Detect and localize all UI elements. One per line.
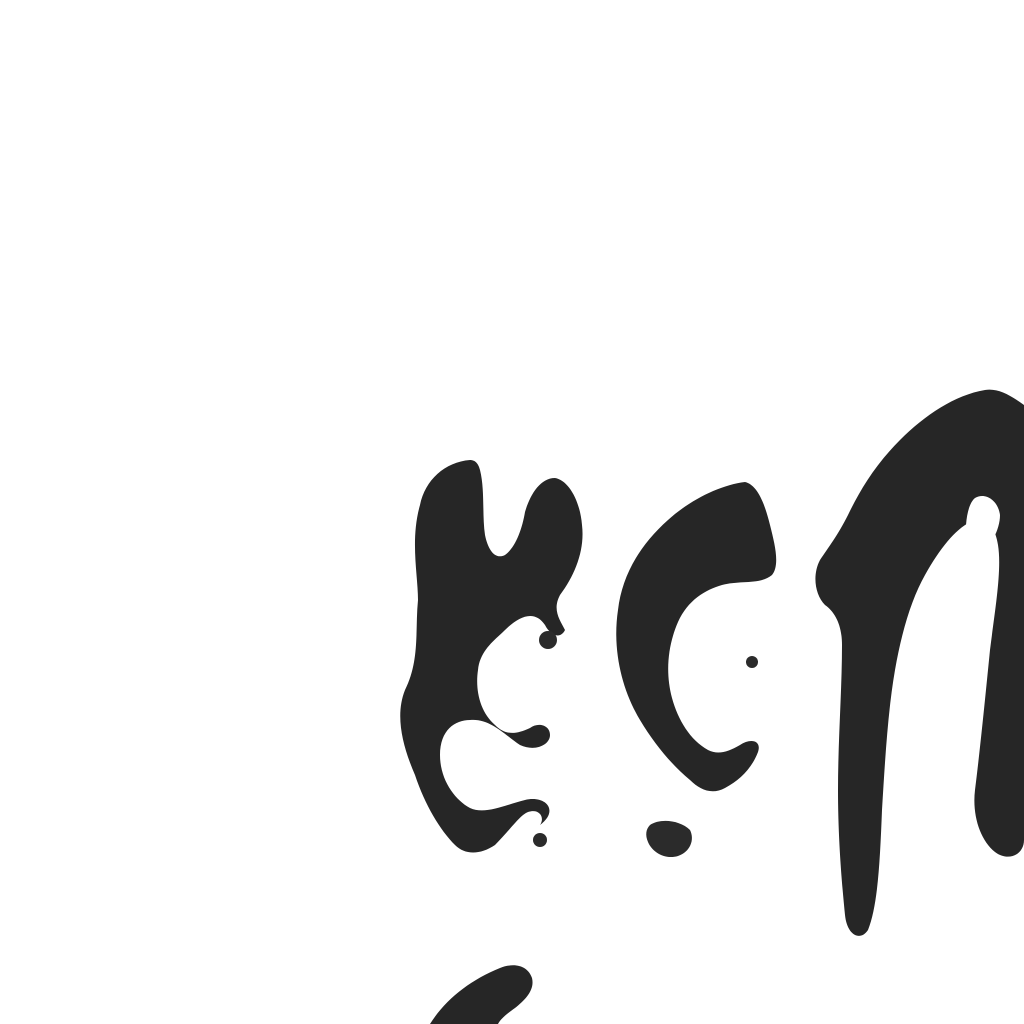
ink-speck-c <box>646 821 692 857</box>
ink-gap <box>966 496 1000 552</box>
ink-speck <box>539 631 557 649</box>
ink-speck <box>746 656 758 668</box>
glyph-e <box>400 460 582 853</box>
glyph-c <box>616 482 776 791</box>
ink-speck <box>533 833 547 847</box>
glyph-r <box>815 390 1024 936</box>
glyph-partial <box>430 965 533 1024</box>
